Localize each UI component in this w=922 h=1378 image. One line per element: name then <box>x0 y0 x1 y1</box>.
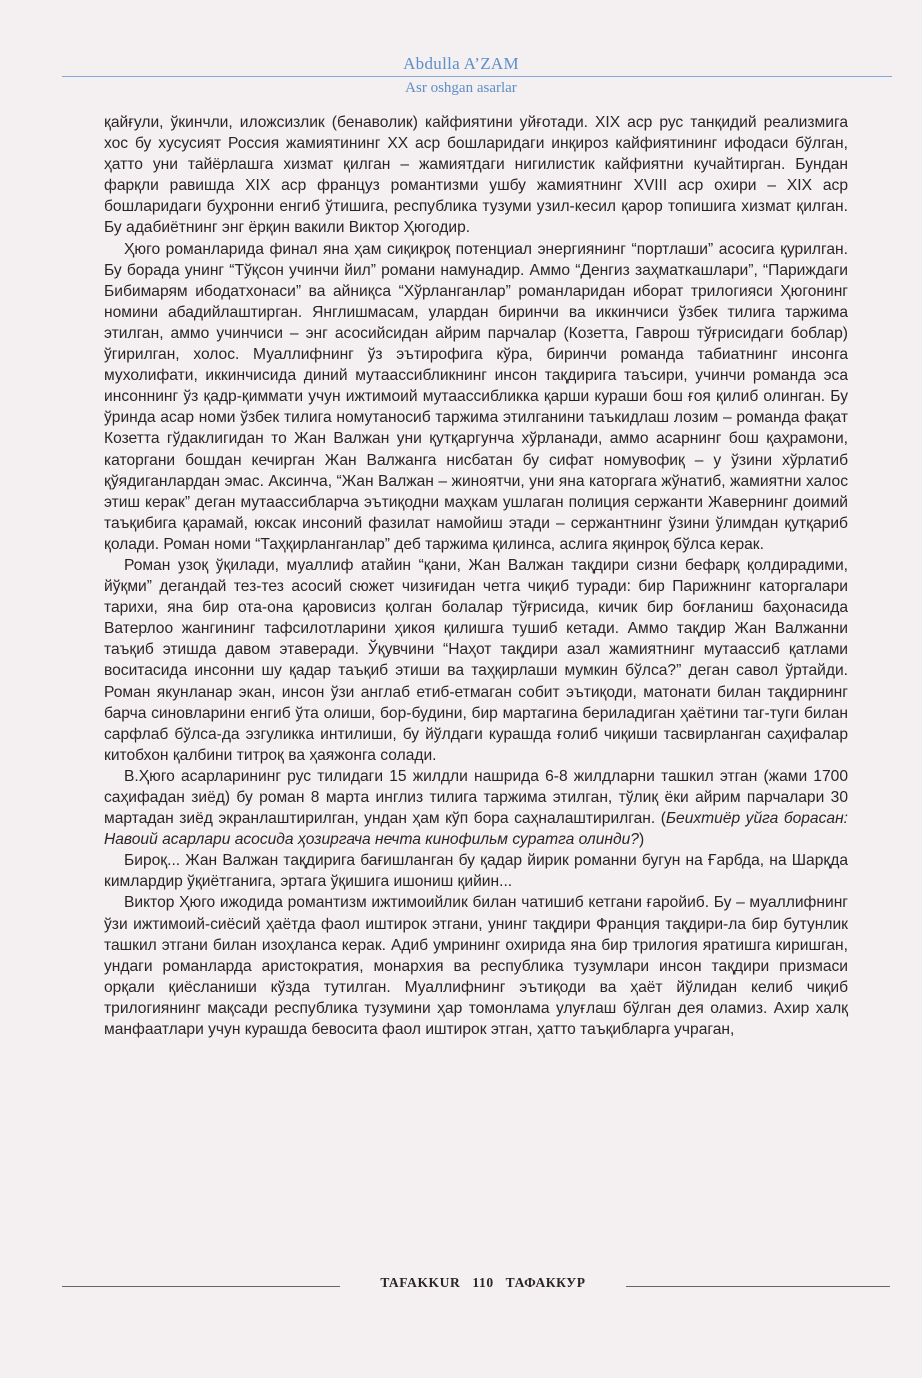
header-rule <box>62 76 892 77</box>
page-footer <box>62 1275 890 1297</box>
paragraph: Виктор Ҳюго ижодида романтизм ижтимоийлик билан чатишиб кетгани ғаройиб. Бу – муаллифнинг ўзи ижтимоий-сиёсий ҳаётда фаол иштирок этгани, унинг тақдири Франция тақдири-ла бир бутунлик ташкил этгани билан изоҳланса керак. Адиб умрининг охирида яна бир трилогия яратишга киришган, ундаги романларда аристократия, монархия ва республика тузумлари инсон тақдири призмаси орқали қиёсланиши кўзда тутилган. Муаллифнинг эътиқоди ва ҳаёт йўлидан келиб чиқиб трилогиянинг мақсади республика тузумини ҳар томонлама улуғлаш бўлган дея оламиз. Ахир халқ манфаатлари учун курашда бевосита фаол иштирок этган, ҳатто таъқибларга учраган, <box>104 894 848 1039</box>
paragraph: Роман узоқ ўқилади, муаллиф атайин “қани, Жан Валжан тақдири сизни бефарқ қолдирадими, йўқми” дегандай тез-тез асосий сюжет чизиғидан четга чиқиб туради: бир Парижнинг каторгалари тарихи, яна бир ота-она қаровисиз қолган болалар тўғрисида, кичик бир боғланиш баҳонасида Ватерлоо жангининг тафсилотларини ҳикоя қилишга тушиб кетади. Аммо тақдир Жан Валжанни таъқиб этишда давом этаверади. Ўқувчини “Наҳот тақдири азал жамиятнинг мутаассиб қатлами воситасида инсонни шу қадар таъқиб этиши ва таҳқирлаши мумкин бўлса?” деган савол ўртайди. Роман якунланар экан, инсон ўзи англаб етиб-етмаган собит эътиқоди, матонати билан тақдирнинг барча синовларини енгиб ўта олиши, бор-будини, бир мартагина бериладиган ҳаётини таг-туги билан сарфлаб бўлса-да эзгуликка интилиши, бу йўлдаги курашда ғолиб чиқиши тасвирланган саҳифалар китобхон қалбини титроқ ва ҳаяжонга солади. <box>104 556 848 764</box>
footer-journal-cyrillic: ТАФАККУР <box>505 1275 586 1290</box>
running-header-subtitle: Asr oshgan asarlar <box>405 80 517 96</box>
italic-aside: Беихтиёр уйга борасан: Навоий асарлари асосида ҳозиргача нечта кинофильм суратга олинди? <box>104 810 848 849</box>
paragraph <box>104 766 848 850</box>
footer-rule-left <box>62 1286 340 1287</box>
paragraph: қайғули, ўкинчли, иложсизлик (бенаволик) кайфиятини уйғотади. XIX аср рус танқидий реализмига хос бу хусусият Россия жамиятининг XX аср бошларидаги инқироз кайфиятининг ифодаси бўлган, ҳатто уни тайёрлашга хизмат қилган – жамиятдаги нигилистик кайфиятни кучайтирган. Бундан фарқли равишда XIX аср француз романтизми ушбу жамиятнинг XVIII аср охири – XIX аср бошларидаги буҳронни енгиб ўтишига, республика тузуми узил-кесил қарор топишига хизмат қилган. Бу адабиётнинг энг ёрқин вакили Виктор Ҳюгодир. <box>104 114 848 237</box>
page-number: 110 <box>472 1275 494 1290</box>
paragraph-tail: ) <box>638 831 645 849</box>
footer-rule-right <box>626 1286 890 1287</box>
paragraph: Ҳюго романларида финал яна ҳам сиқиқроқ потенциал энергиянинг “портлаши” асосига қурилган. Бу борада унинг “Тўқсон учинчи йил” романи намунадир. Аммо “Денгиз заҳматкашлари”, “Париждаги Бибимарям ибодатхонаси” ва айниқса “Хўрланганлар” романларидан иборат трилогияси Ҳюгонинг номини абадийлаштирган. Янглишмасам, улардан биринчи ва иккинчиси ўзбек тилига таржима этилган, аммо учинчиси – энг асосийсидан айрим парчалар (Козетта, Гаврош тўғрисидаги боблар) ўгирилган, холос. Муаллифнинг ўз эътирофига кўра, биринчи романда табиатнинг инсонга мухолифати, иккинчисида диний мутаассибликнинг инсон тақдирига таъсири, учинчи романда эса инсоннинг ўз қадр-қиммати учун ижтимоий мутаассибликка қарши кураши бош ғоя қилиб олинган. Бу ўринда асар номи ўзбек тилига номутаносиб таржима этилганини таъкидлаш лозим – романда фақат Козетта гўдаклигидан то Жан Валжан уни қутқаргунча хўрланади, аммо асарнинг бош қаҳрамони, каторгани бошдан кечирган Жан Валжанга нисбатан бу сифат номувофиқ – у ўзини хўрлатиб қўядиганлардан эмас. Аксинча, “Жан Валжан – жиноятчи, уни яна каторгага жўнатиб, жамиятни халос этиш керак” деган мутаассибларча эътиқодни маҳкам ушлаган полиция сержанти Жавернинг доимий таъқибига қарамай, юксак инсоний фазилат намойиш этади – сержантнинг ўзини ўлимдан қутқариб қолади. Роман номи “Таҳқирланганлар” деб таржима қилинса, аслига яқинроқ бўлса керак. <box>104 240 848 553</box>
footer-text <box>340 1275 626 1291</box>
paragraph: Бироқ... Жан Валжан тақдирига бағишланган бу қадар йирик романни бугун на Ғарбда, на Шарқда кимлардир ўқиётганига, эртага ўқишига ишониш қийин... <box>104 852 848 891</box>
running-header-author: Abdulla A’ZAM <box>403 54 519 73</box>
article-body <box>104 112 848 1040</box>
footer-journal-latin: TAFAKKUR <box>380 1275 461 1290</box>
paragraph-text: В.Ҳюго асарларининг рус тилидаги 15 жилдли нашрида 6-8 жилдларни ташкил этган (жами 1700 саҳифадан зиёд) бу роман 8 марта инглиз тилига таржима этилган, тўлиқ ёки айрим парчалари 30 мартадан зиёд экранлаштирилган, ундан ҳам кўп бора саҳналаштирилган. ( <box>104 767 848 828</box>
